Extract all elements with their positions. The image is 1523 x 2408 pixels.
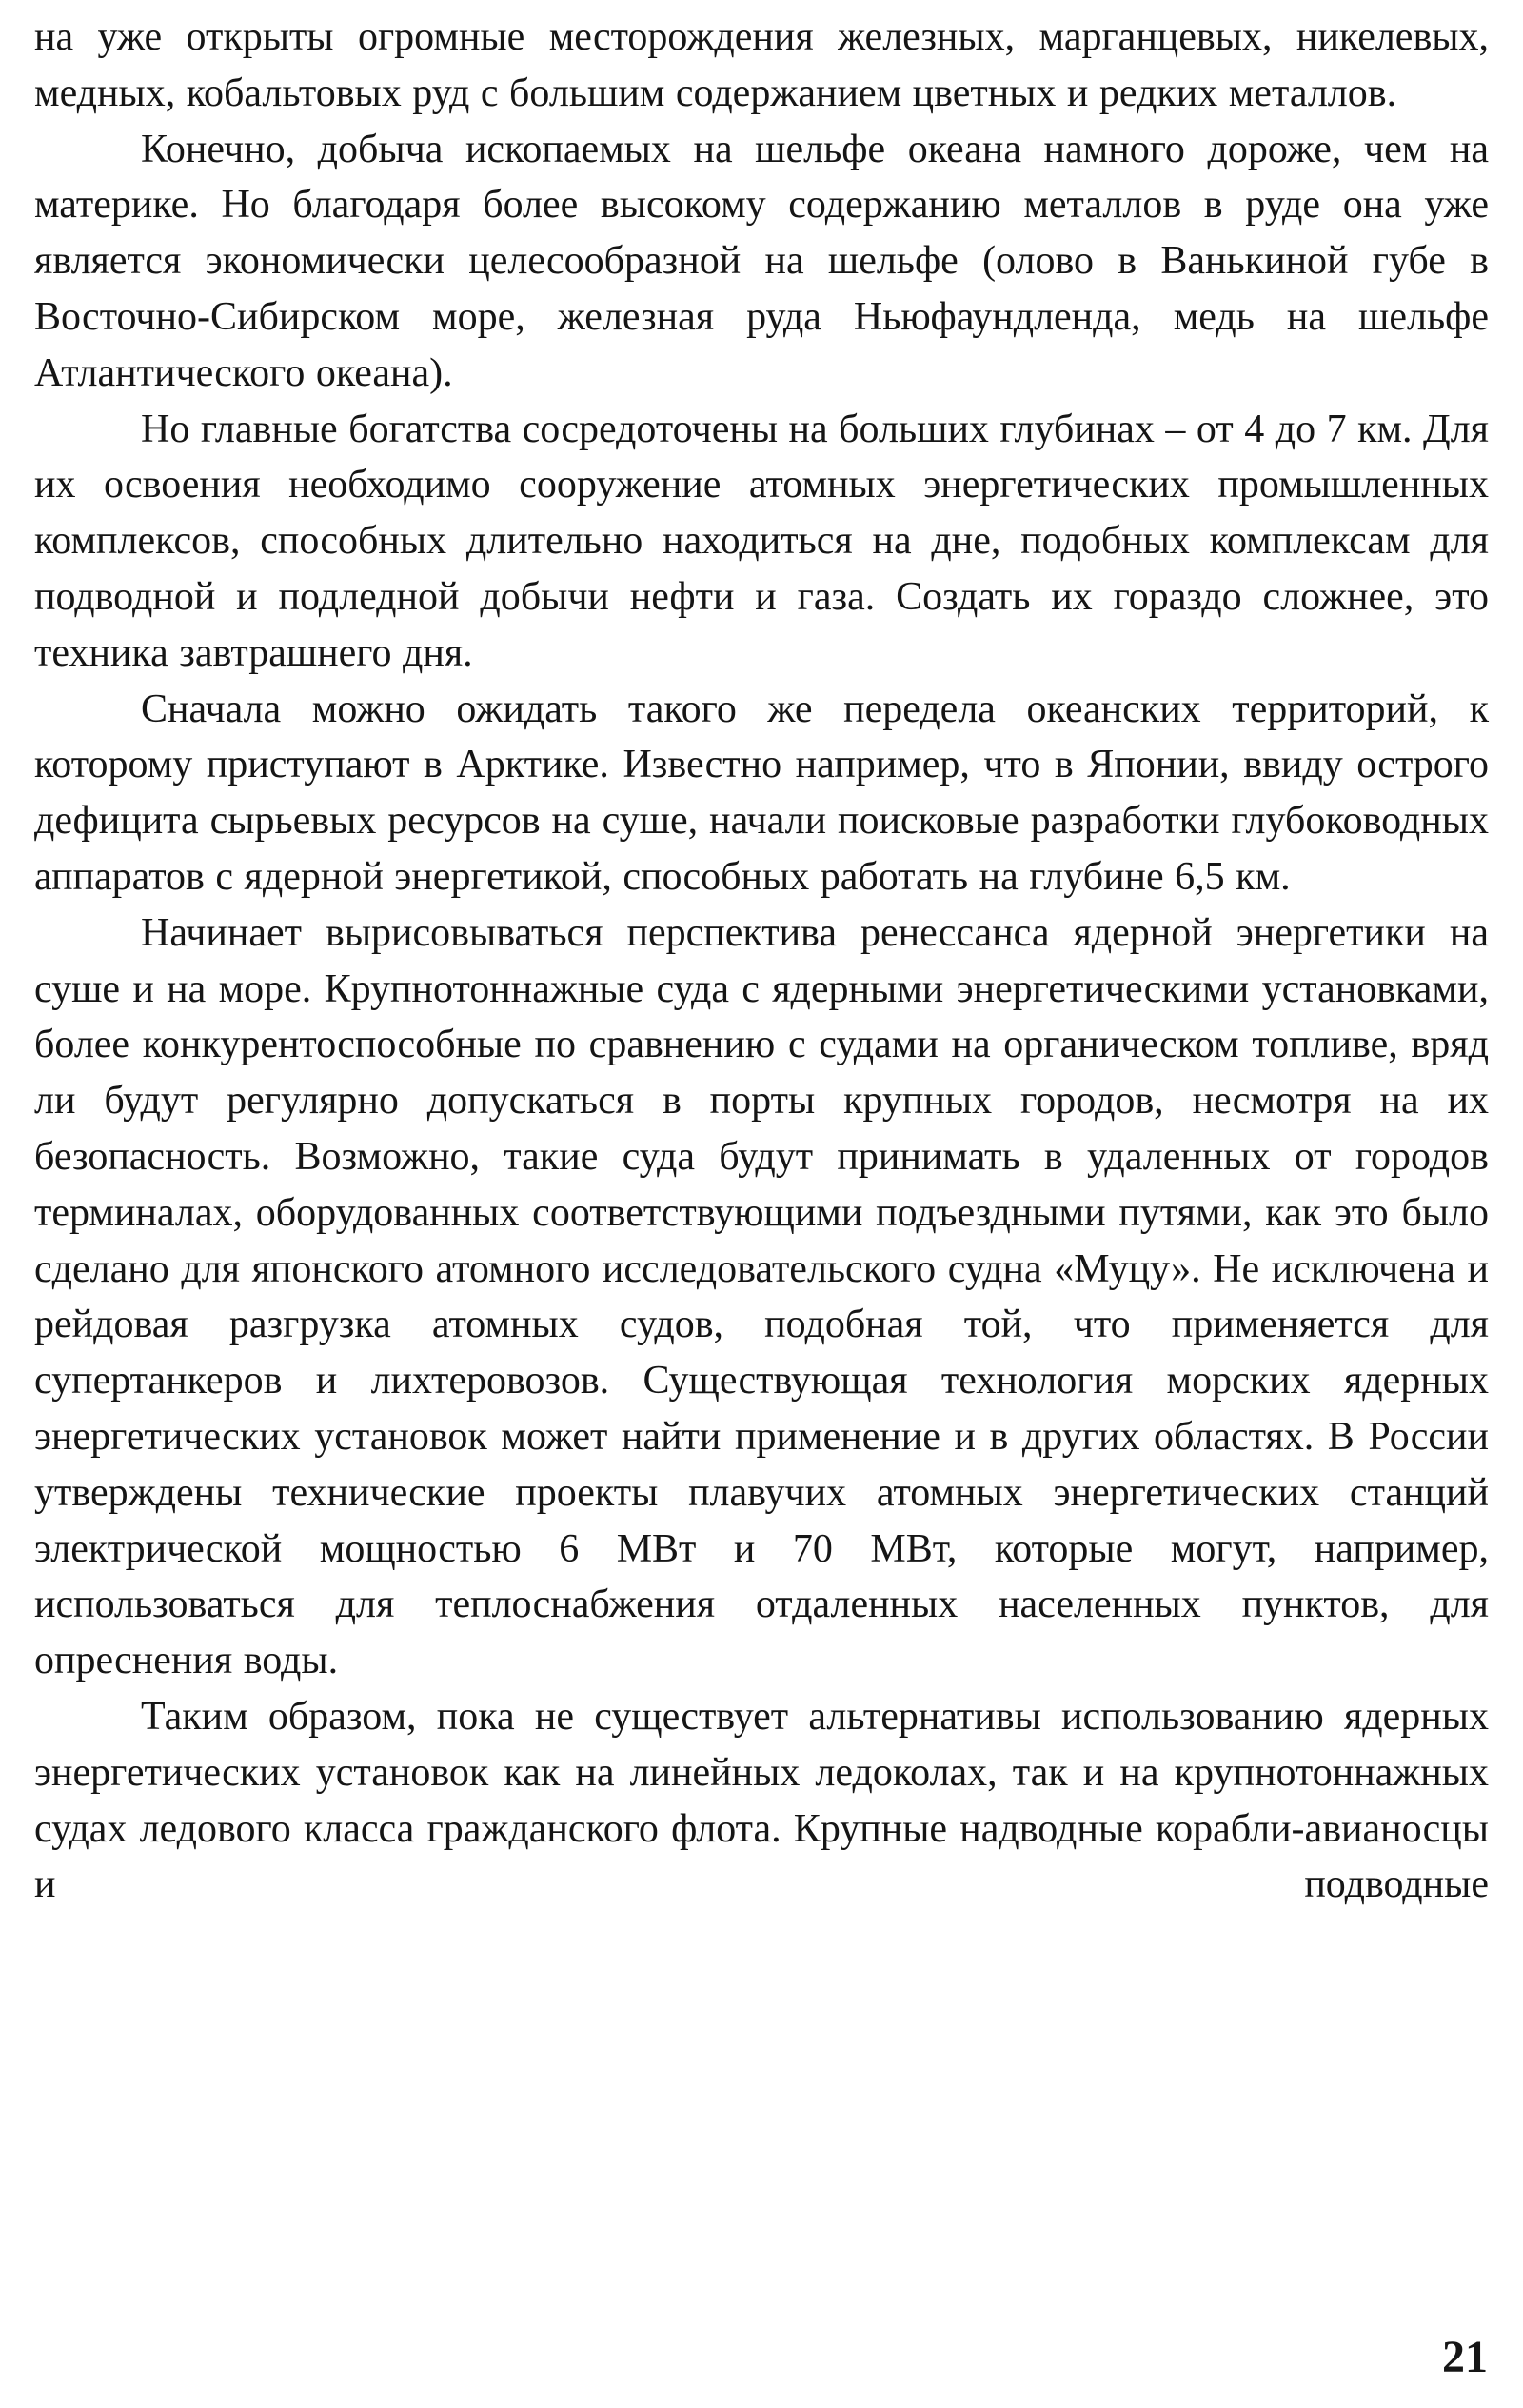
paragraph-continuation: на уже открыты огромные месторождения железных, марганцевых, никелевых, медных, кобальтовых руд с большим содержанием цветных и редких металлов.: [34, 15, 1489, 115]
paragraph-conclusion: Таким образом, пока не существует альтернативы использованию ядерных энергетических установок как на линейных ледоколах, так и на крупнотоннажных судах ледового класса гражданского флота. Крупные надводные корабли-авианосцы и подводные: [34, 1694, 1489, 1907]
paragraph-deep-resources: Но главные богатства сосредоточены на больших глубинах – от 4 до 7 км. Для их освоения необходимо сооружение атомных энергетических промышленных комплексов, способных длительно находиться на дне, подобных комплексам для подводной и подледной добычи нефти и газа. Создать их гораздо сложнее, это техника завтрашнего дня.: [34, 407, 1489, 675]
document-page: [34, 10, 1489, 2390]
paragraph-nuclear-renaissance: Начинает вырисовываться перспектива ренессанса ядерной энергетики на суше и на море. Крупнотоннажные суда с ядерными энергетическими установками, более конкурентоспособные по сравнению с судами на органическом топливе, вряд ли будут регулярно допускаться в порты крупных городов, несмотря на их безопасность. Возможно, такие суда будут принимать в удаленных от городов терминалах, оборудованных соответствующими подъездными путями, как это было сделано для японского атомного исследовательского судна «Муцу». Не исключена и рейдовая разгрузка атомных судов, подобная той, что применяется для супертанкеров и лихтеровозов. Существующая технология морских ядерных энергетических установок может найти применение и в других областях. В России утверждены технические проекты плавучих атомных энергетических станций электрической мощностью 6 МВт и 70 МВт, которые могут, например, использоваться для теплоснабжения отдаленных населенных пунктов, для опреснения воды.: [34, 910, 1489, 1683]
paragraph-shelf-mining: Конечно, добыча ископаемых на шельфе океана намного дороже, чем на материке. Но благодаря более высокому содержанию металлов в руде она уже является экономически целесообразной на шельфе (олово в Ванькиной губе в Восточно-Сибирском море, железная руда Ньюфаундленда, медь на шельфе Атлантического океана).: [34, 127, 1489, 395]
body-text: [34, 10, 1489, 1913]
paragraph-ocean-territories: Сначала можно ожидать такого же передела океанских территорий, к которому приступают в Арктике. Известно например, что в Японии, ввиду острого дефицита сырьевых ресурсов на суше, начали поисковые разработки глубоководных аппаратов с ядерной энергетикой, способных работать на глубине 6,5 км.: [34, 687, 1489, 899]
page-number: 21: [1442, 2332, 1488, 2382]
